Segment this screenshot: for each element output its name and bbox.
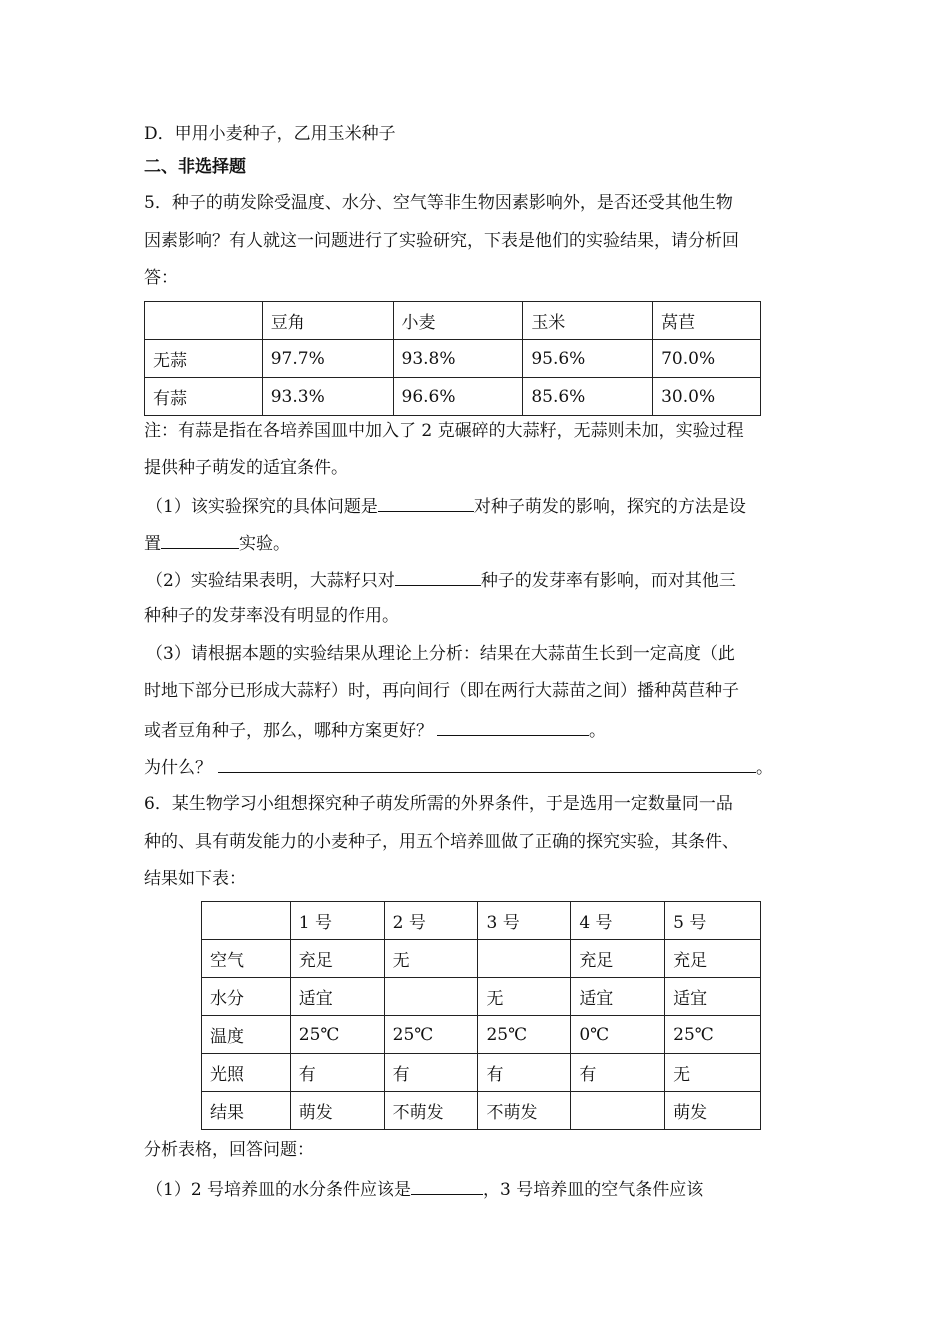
q5-line-1: 5．种子的萌发除受温度、水分、空气等非生物因素影响外，是否还受其他生物 (144, 193, 733, 213)
section-heading: 二、非选择题 (144, 157, 246, 177)
table-header-cell: 豆角 (262, 302, 393, 340)
table-cell: 无蒜 (145, 340, 263, 378)
table-cell: 30.0% (653, 378, 761, 416)
q5-sub1-line-1 (146, 493, 746, 519)
table-header-cell: 5 号 (665, 902, 761, 940)
table-cell: 无 (384, 940, 478, 978)
table-header-cell: 2 号 (384, 902, 478, 940)
q5-sub1-text: 置 (144, 534, 161, 554)
table-cell: 有 (478, 1054, 571, 1092)
answer-blank[interactable] (411, 1176, 483, 1195)
table-cell (571, 1092, 665, 1130)
table-row (202, 1016, 761, 1054)
table-cell: 有 (571, 1054, 665, 1092)
q5-sub3-text: 。 (589, 721, 606, 741)
table-cell: 25℃ (478, 1016, 571, 1054)
q5-sub2-text: 种子的发芽率有影响，而对其他三 (480, 571, 736, 591)
answer-blank[interactable] (437, 717, 589, 736)
table-cell (384, 978, 478, 1016)
why-text: 为什么？ (144, 758, 212, 778)
table-cell: 25℃ (290, 1016, 384, 1054)
table-cell: 充足 (571, 940, 665, 978)
table-cell: 温度 (202, 1016, 291, 1054)
table-cell: 无 (478, 978, 571, 1016)
table-cell (202, 902, 291, 940)
wheat-germination-conditions-table (201, 901, 761, 1130)
table-cell: 充足 (290, 940, 384, 978)
q6-sub1-text: ，3 号培养皿的空气条件应该 (483, 1180, 704, 1200)
table-cell: 适宜 (571, 978, 665, 1016)
table-cell: 93.3% (262, 378, 393, 416)
table-cell: 25℃ (384, 1016, 478, 1054)
answer-blank[interactable] (218, 754, 756, 773)
table-cell: 97.7% (262, 340, 393, 378)
table-cell: 不萌发 (478, 1092, 571, 1130)
table-header-cell: 玉米 (523, 302, 653, 340)
table-cell: 不萌发 (384, 1092, 478, 1130)
q5-sub2-line-1 (146, 567, 736, 593)
table-cell: 96.6% (393, 378, 523, 416)
table-row (202, 978, 761, 1016)
table-cell (145, 302, 263, 340)
table-row (202, 1054, 761, 1092)
q5-sub1-line-2 (144, 530, 290, 556)
table-cell: 93.8% (393, 340, 523, 378)
table-cell: 空气 (202, 940, 291, 978)
table-header-row (202, 902, 761, 940)
q5-sub3-line-3 (144, 717, 606, 743)
q6-sub1-line (146, 1176, 703, 1202)
table-cell: 有蒜 (145, 378, 263, 416)
q6-line-3: 结果如下表： (144, 869, 246, 889)
table-cell: 70.0% (653, 340, 761, 378)
why-text: 。 (756, 758, 773, 778)
q5-sub2-text: （2）实验结果表明，大蒜籽只对 (146, 571, 395, 591)
table-row (145, 378, 761, 416)
answer-blank[interactable] (161, 530, 239, 549)
q5-sub3-line-2: 时地下部分已形成大蒜籽）时，再向间行（即在两行大蒜苗之间）播种莴苣种子 (144, 681, 739, 701)
q6-sub1-text: （1）2 号培养皿的水分条件应该是 (146, 1180, 412, 1200)
seed-germination-garlic-table (144, 301, 761, 416)
table-cell: 无 (665, 1054, 761, 1092)
table-cell: 有 (384, 1054, 478, 1092)
table-row (202, 940, 761, 978)
table-row (202, 1092, 761, 1130)
table-cell: 适宜 (290, 978, 384, 1016)
why-line (144, 754, 773, 780)
table-header-row (145, 302, 761, 340)
table-cell: 25℃ (665, 1016, 761, 1054)
table-cell: 适宜 (665, 978, 761, 1016)
q6-line-1: 6．某生物学习小组想探究种子萌发所需的外界条件，于是选用一定数量同一品 (144, 794, 733, 814)
analyze-line: 分析表格，回答问题： (144, 1140, 314, 1160)
q5-sub3-line-1: （3）请根据本题的实验结果从理论上分析：结果在大蒜苗生长到一定高度（此 (146, 644, 735, 664)
answer-blank[interactable] (378, 493, 474, 512)
table-cell: 萌发 (290, 1092, 384, 1130)
table-row (145, 340, 761, 378)
table-cell: 有 (290, 1054, 384, 1092)
table-cell: 萌发 (665, 1092, 761, 1130)
answer-blank[interactable] (395, 567, 481, 586)
q5-sub3-text: 或者豆角种子，那么，哪种方案更好？ (144, 721, 433, 741)
table-cell: 结果 (202, 1092, 291, 1130)
q6-line-2: 种的、具有萌发能力的小麦种子，用五个培养皿做了正确的探究实验，其条件、 (144, 832, 739, 852)
table-cell: 水分 (202, 978, 291, 1016)
q5-sub1-text: 对种子萌发的影响，探究的方法是设 (473, 497, 746, 517)
table-cell: 85.6% (523, 378, 653, 416)
table-cell: 0℃ (571, 1016, 665, 1054)
table-header-cell: 小麦 (393, 302, 523, 340)
q5-line-3: 答： (144, 268, 178, 288)
table-header-cell: 1 号 (290, 902, 384, 940)
note-line-2: 提供种子萌发的适宜条件。 (144, 458, 348, 478)
q5-sub1-text: （1）该实验探究的具体问题是 (146, 497, 378, 517)
q5-sub2-line-2: 种种子的发芽率没有明显的作用。 (144, 606, 399, 626)
table-cell: 95.6% (523, 340, 653, 378)
table-header-cell: 4 号 (571, 902, 665, 940)
table-header-cell: 莴苣 (653, 302, 761, 340)
option-d: D．甲用小麦种子，乙用玉米种子 (144, 124, 396, 144)
table-header-cell: 3 号 (478, 902, 571, 940)
note-line-1: 注：有蒜是指在各培养国皿中加入了 2 克碾碎的大蒜籽，无蒜则未加，实验过程 (144, 421, 744, 441)
q5-sub1-text: 实验。 (239, 534, 290, 554)
table-cell: 充足 (665, 940, 761, 978)
table-cell (478, 940, 571, 978)
q5-line-2: 因素影响？有人就这一问题进行了实验研究，下表是他们的实验结果，请分析回 (144, 231, 739, 251)
table-cell: 光照 (202, 1054, 291, 1092)
